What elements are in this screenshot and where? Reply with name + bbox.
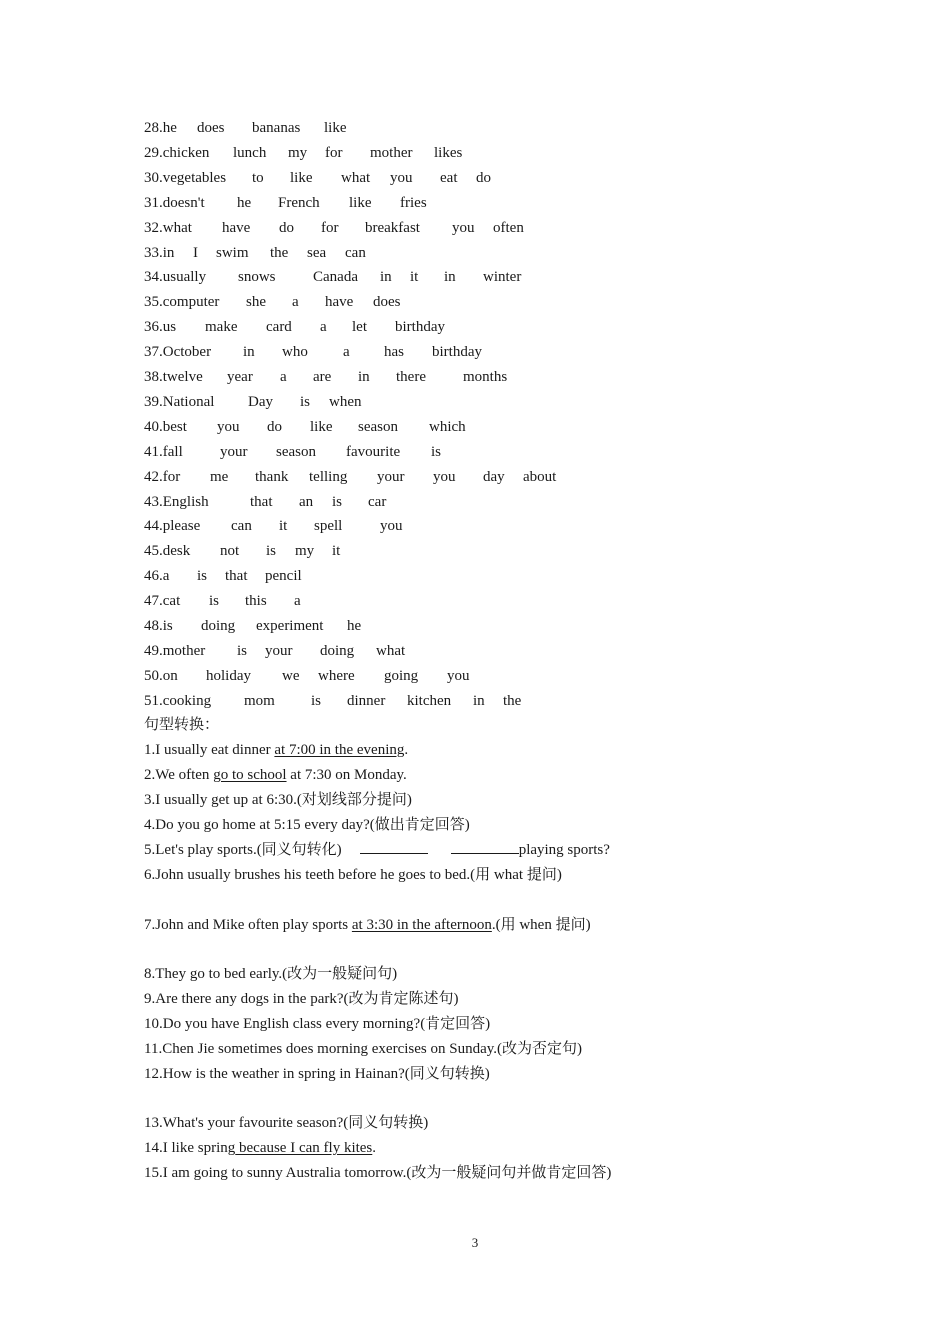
scramble-first-word: 48.is <box>144 618 173 634</box>
scramble-word: fries <box>400 195 427 211</box>
scramble-word: is <box>266 543 277 559</box>
scramble-word: sea <box>307 245 327 261</box>
scramble-word: likes <box>434 145 463 161</box>
scramble-word: is <box>237 643 248 659</box>
scramble-word: like <box>310 419 333 435</box>
scramble-word: me <box>210 469 229 485</box>
transform-item-9: 9.Are there any dogs in the park?(改为肯定陈述句) <box>144 991 459 1007</box>
scramble-item <box>0 539 950 564</box>
scramble-word: is <box>332 494 343 510</box>
scramble-word: season <box>276 444 316 460</box>
scramble-word: your <box>377 469 405 485</box>
scramble-first-word: 40.best <box>144 419 187 435</box>
scramble-word: birthday <box>395 319 445 335</box>
scramble-word: favourite <box>346 444 401 460</box>
scramble-word: you <box>380 518 403 534</box>
scramble-word: who <box>282 344 308 360</box>
scramble-word: winter <box>483 269 522 285</box>
scramble-word: the <box>503 693 522 709</box>
scramble-word: doing <box>201 618 236 634</box>
scramble-first-word: 39.National <box>144 394 215 410</box>
transform-item-15: 15.I am going to sunny Australia tomorrow.(改为一般疑问句并做肯定回答) <box>144 1165 612 1181</box>
section-title: 句型转换： <box>144 717 220 733</box>
underlined-phrase: go to school <box>213 767 287 783</box>
scramble-word: do <box>279 220 294 236</box>
scramble-first-word: 38.twelve <box>144 369 203 385</box>
scramble-word: that <box>250 494 273 510</box>
scramble-word: the <box>270 245 289 261</box>
scramble-word: French <box>278 195 320 211</box>
scramble-item <box>0 191 950 216</box>
scramble-word: swim <box>216 245 249 261</box>
scramble-word: pencil <box>265 568 302 584</box>
scramble-word: a <box>280 369 287 385</box>
scramble-word: can <box>345 245 366 261</box>
transform-item-10: 10.Do you have English class every morning?(肯定回答) <box>144 1016 491 1032</box>
scramble-item <box>0 290 950 315</box>
scramble-word: she <box>246 294 266 310</box>
scramble-word: spell <box>314 518 343 534</box>
scramble-word: to <box>252 170 264 186</box>
scramble-word: have <box>222 220 251 236</box>
scramble-item <box>0 241 950 266</box>
scramble-word: a <box>294 593 301 609</box>
scramble-first-word: 45.desk <box>144 543 191 559</box>
scramble-word: like <box>349 195 372 211</box>
scramble-word: car <box>368 494 387 510</box>
scramble-first-word: 34.usually <box>144 269 207 285</box>
scramble-word: thank <box>255 469 289 485</box>
scramble-word: for <box>321 220 339 236</box>
scramble-word: telling <box>309 469 348 485</box>
scramble-word: holiday <box>206 668 251 684</box>
scramble-word: experiment <box>256 618 324 634</box>
scramble-item <box>0 166 950 191</box>
scramble-first-word: 37.October <box>144 344 212 360</box>
scramble-first-word: 41.fall <box>144 444 183 460</box>
scramble-first-word: 51.cooking <box>144 693 212 709</box>
scramble-word: a <box>292 294 299 310</box>
scramble-word: a <box>320 319 327 335</box>
scramble-word: eat <box>440 170 458 186</box>
transform-item-8: 8.They go to bed early.(改为一般疑问句) <box>144 966 398 982</box>
scramble-first-word: 30.vegetables <box>144 170 227 186</box>
scramble-word: can <box>231 518 252 534</box>
transform-item-6: 6.John usually brushes his teeth before he goes to bed.(用 what 提问) <box>144 867 562 883</box>
transform-item-14: 14.I like spring because I can fly kites. <box>144 1140 377 1156</box>
scramble-word: is <box>311 693 322 709</box>
scramble-first-word: 32.what <box>144 220 192 236</box>
scramble-word: bananas <box>252 120 301 136</box>
scramble-word: months <box>463 369 508 385</box>
scramble-item <box>0 116 950 141</box>
scramble-word: going <box>384 668 419 684</box>
scramble-first-word: 42.for <box>144 469 181 485</box>
scramble-item <box>0 689 950 714</box>
scramble-item <box>0 315 950 340</box>
scramble-word: let <box>352 319 367 335</box>
scramble-word: not <box>220 543 240 559</box>
scramble-word: my <box>288 145 308 161</box>
scramble-word: is <box>431 444 442 460</box>
scramble-word: Canada <box>313 269 358 285</box>
scramble-word: does <box>197 120 225 136</box>
scramble-word: about <box>523 469 557 485</box>
scramble-first-word: 36.us <box>144 319 177 335</box>
scramble-word: are <box>313 369 332 385</box>
scramble-word: you <box>433 469 456 485</box>
transform-item-2: 2.We often go to school at 7:30 on Monday. <box>144 767 407 783</box>
transform-item-5: 5.Let's play sports.(同义句转化) playing sports? <box>144 838 610 863</box>
scramble-word: he <box>237 195 252 211</box>
scramble-word: kitchen <box>407 693 452 709</box>
scramble-first-word: 44.please <box>144 518 201 534</box>
scramble-word: when <box>329 394 362 410</box>
scramble-word: snows <box>238 269 276 285</box>
scramble-word: season <box>358 419 398 435</box>
transform-item-4: 4.Do you go home at 5:15 every day?(做出肯定回答) <box>144 817 470 833</box>
scramble-first-word: 49.mother <box>144 643 206 659</box>
scramble-word: for <box>325 145 343 161</box>
scramble-word: he <box>347 618 362 634</box>
scramble-first-word: 47.cat <box>144 593 181 609</box>
scramble-word: in <box>243 344 255 360</box>
scramble-word: it <box>332 543 341 559</box>
scramble-word: there <box>396 369 426 385</box>
scramble-item <box>0 390 950 415</box>
scramble-word: you <box>447 668 470 684</box>
scramble-first-word: 33.in <box>144 245 175 261</box>
scramble-item <box>0 614 950 639</box>
scramble-word: does <box>373 294 401 310</box>
scramble-word: you <box>390 170 413 186</box>
scramble-word: it <box>279 518 288 534</box>
scramble-first-word: 46.a <box>144 568 170 584</box>
scramble-item <box>0 415 950 440</box>
scramble-word: mom <box>244 693 275 709</box>
scramble-item <box>0 639 950 664</box>
scramble-word: what <box>376 643 406 659</box>
scramble-word: is <box>209 593 220 609</box>
transform-item-1: 1.I usually eat dinner at 7:00 in the evening. <box>144 742 409 758</box>
scramble-word: doing <box>320 643 355 659</box>
scramble-word: dinner <box>347 693 386 709</box>
scramble-item <box>0 265 950 290</box>
scramble-word: breakfast <box>365 220 420 236</box>
scramble-first-word: 31.doesn't <box>144 195 205 211</box>
transform-item-12: 12.How is the weather in spring in Hainan?(同义句转换) <box>144 1066 490 1082</box>
underlined-phrase: because I can fly kites <box>235 1140 373 1156</box>
scramble-first-word: 29.chicken <box>144 145 210 161</box>
scramble-item <box>0 365 950 390</box>
scramble-word: day <box>483 469 505 485</box>
scramble-word: birthday <box>432 344 482 360</box>
scramble-word: in <box>444 269 456 285</box>
answer-blank[interactable] <box>451 839 519 854</box>
scramble-word: have <box>325 294 354 310</box>
scramble-word: what <box>341 170 371 186</box>
scramble-item <box>0 490 950 515</box>
scramble-word: is <box>197 568 208 584</box>
scramble-word: we <box>282 668 300 684</box>
scramble-word: like <box>324 120 347 136</box>
scramble-word: my <box>295 543 315 559</box>
answer-blank[interactable] <box>360 839 428 854</box>
scramble-word: Day <box>248 394 273 410</box>
scramble-word: do <box>476 170 491 186</box>
scramble-item <box>0 465 950 490</box>
scramble-word: where <box>318 668 355 684</box>
scramble-word: lunch <box>233 145 267 161</box>
scramble-word: like <box>290 170 313 186</box>
scramble-word: which <box>429 419 466 435</box>
scramble-word: in <box>380 269 392 285</box>
scramble-first-word: 35.computer <box>144 294 220 310</box>
scramble-word: you <box>452 220 475 236</box>
underlined-phrase: at 3:30 in the afternoon <box>351 917 492 933</box>
transform-item-3: 3.I usually get up at 6:30.(对划线部分提问) <box>144 792 412 808</box>
transform-item-13: 13.What's your favourite season?(同义句转换) <box>144 1115 429 1131</box>
scramble-word: this <box>245 593 267 609</box>
scramble-item <box>0 440 950 465</box>
scramble-item <box>0 216 950 241</box>
scramble-item <box>0 514 950 539</box>
page-number: 3 <box>471 1235 479 1250</box>
scramble-word: mother <box>370 145 413 161</box>
scramble-word: you <box>217 419 240 435</box>
transform-item-7: 7.John and Mike often play sports at 3:30 in the afternoon.(用 when 提问) <box>144 917 591 933</box>
scramble-word: your <box>265 643 293 659</box>
scramble-word: year <box>227 369 253 385</box>
scramble-word: a <box>343 344 350 360</box>
transform-item-11: 11.Chen Jie sometimes does morning exercises on Sunday.(改为否定句) <box>144 1041 582 1057</box>
scramble-word: in <box>358 369 370 385</box>
scramble-first-word: 50.on <box>144 668 178 684</box>
underlined-phrase: at 7:00 in the evening <box>274 742 405 758</box>
scramble-item <box>0 589 950 614</box>
scramble-first-word: 28.he <box>144 120 177 136</box>
scramble-item <box>0 664 950 689</box>
scramble-word: in <box>473 693 485 709</box>
scramble-word: has <box>384 344 404 360</box>
scramble-word: card <box>266 319 292 335</box>
scramble-item <box>0 564 950 589</box>
scramble-word: is <box>300 394 311 410</box>
scramble-word: your <box>220 444 248 460</box>
scramble-word: that <box>225 568 248 584</box>
scramble-word: do <box>267 419 282 435</box>
scramble-word: often <box>493 220 524 236</box>
scramble-word: I <box>193 245 198 261</box>
scramble-first-word: 43.English <box>144 494 209 510</box>
scramble-item <box>0 141 950 166</box>
scramble-word: an <box>299 494 314 510</box>
scramble-word: it <box>410 269 419 285</box>
scramble-word: make <box>205 319 238 335</box>
scramble-item <box>0 340 950 365</box>
